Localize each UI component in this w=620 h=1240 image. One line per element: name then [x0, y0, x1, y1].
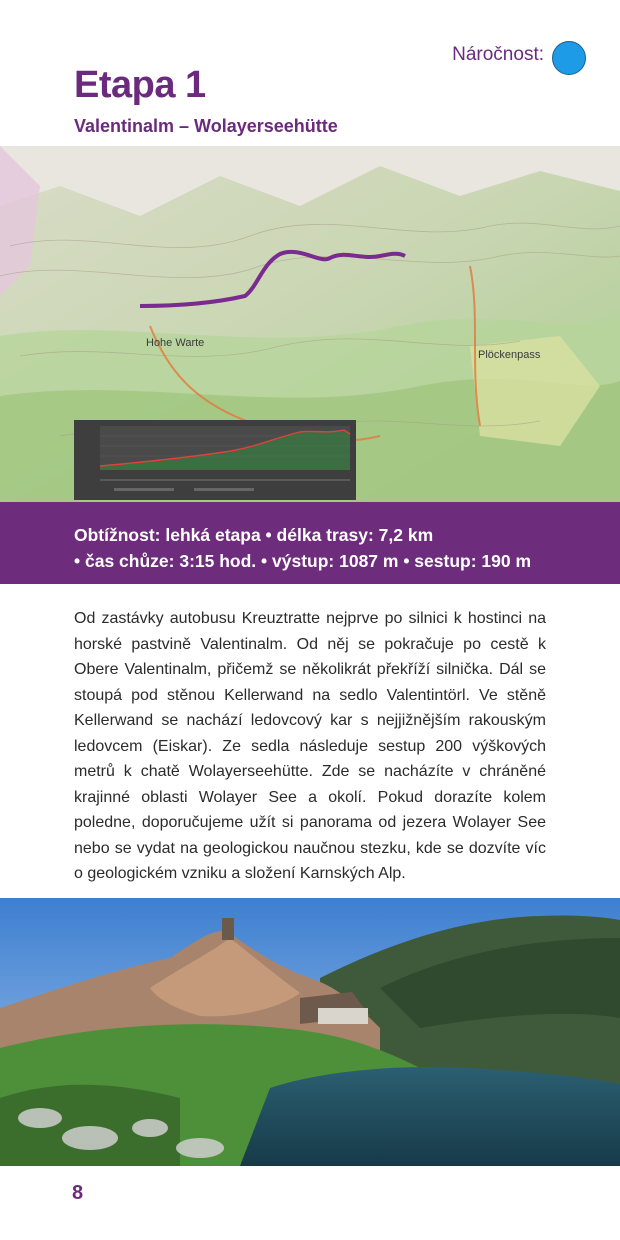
- landscape-photo: [0, 898, 620, 1166]
- route-subtitle: Valentinalm – Wolayerseehütte: [74, 116, 338, 136]
- map-label-hohe-warte: Hohe Warte: [146, 337, 205, 349]
- elevation-profile: [74, 420, 356, 500]
- difficulty-indicator: [452, 44, 544, 66]
- lake-hut-photo: [0, 898, 620, 1166]
- route-info-line-1: Obtížnost: lehká etapa • délka trasy: 7,2 km: [74, 525, 434, 545]
- route-info-line-2: • čas chůze: 3:15 hod. • výstup: 1087 m • sestup: 190 m: [74, 551, 532, 571]
- difficulty-dot-icon: [552, 41, 586, 75]
- elevation-profile-chart: [74, 420, 356, 500]
- page-number: 8: [72, 1182, 84, 1204]
- difficulty-label: Náročnost:: [452, 44, 544, 65]
- route-info-band: [0, 502, 620, 584]
- route-description: Od zastávky autobusu Kreuztratte nejprve po silnici k hostinci na horské pastvině Valentinalm. Od něj se pokračuje po cestě k Obere Valentinalm, přičemž se několikrát překříží silnička. Dál se stoupá pod stěnou Kellerwand na sedlo Valentintörl. Ve stěně Kellerwand se nachází ledovcový kar s nejjižnějším rakouským ledovcem (Eiskar). Ze sedla následuje sestup 200 výškových metrů k chatě Wolayerseehütte. Zde se nacházíte v chráněné krajinné oblasti Wolayer See a okolí. Pokud dorazíte kolem poledne, doporučujeme užít si panorama od jezera Wolayer See nebo se vydat na geologickou naučnou stezku, kde se dozvíte víc o geologickém vzniku a složení Karnských Alp.: [74, 610, 546, 882]
- map-label-plockenpass: Plöckenpass: [478, 349, 541, 361]
- page-title: Etapa 1: [74, 64, 206, 106]
